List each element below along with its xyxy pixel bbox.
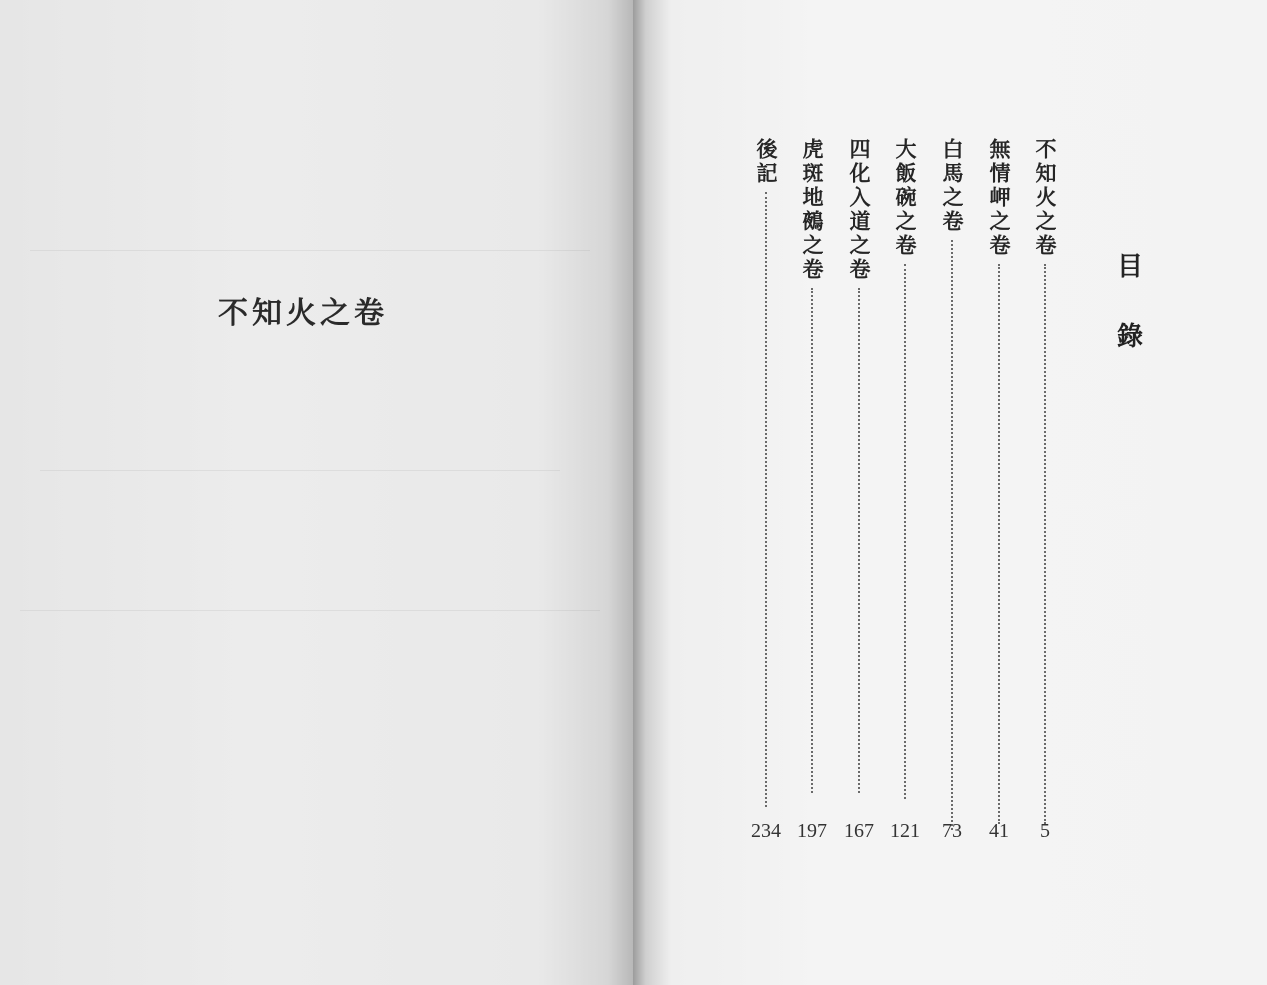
toc-entry-title: 不知火之卷 [1033,138,1057,258]
toc-entry[interactable] [985,138,1013,824]
dot-leader [951,240,953,830]
bleed-through-line [20,610,600,611]
toc-entry[interactable] [845,138,873,793]
dot-leader [998,264,1000,824]
toc-entry-title: 白馬之卷 [940,138,964,234]
toc-heading-char-2: 錄 [1116,322,1143,352]
dot-leader [1044,264,1046,824]
toc-entry-title: 四化入道之卷 [847,138,871,282]
page-number: 73 [942,820,962,842]
bleed-through-line [30,250,590,251]
toc-entry[interactable] [752,138,780,807]
toc-heading [1113,232,1147,372]
dot-leader [765,192,767,807]
page-number: 41 [989,820,1009,842]
page-number: 5 [1040,820,1050,842]
toc-heading-char-1: 目 [1116,252,1143,282]
bleed-through-line [40,470,560,471]
page-number: 167 [844,820,874,842]
toc-entry-title: 後記 [754,138,778,186]
page-number: 234 [751,820,781,842]
toc-entry-title: 大飯碗之卷 [893,138,917,258]
toc-entry-title: 虎斑地鵺之卷 [800,138,824,282]
toc-entry[interactable] [891,138,919,799]
dot-leader [811,288,813,793]
left-page [0,0,633,985]
toc-entry[interactable] [938,138,966,830]
toc-entry[interactable] [1031,138,1059,824]
page-number: 197 [797,820,827,842]
dot-leader [904,264,906,799]
toc-entry[interactable] [798,138,826,793]
page-number: 121 [890,820,920,842]
dot-leader [858,288,860,793]
toc-entry-title: 無情岬之卷 [987,138,1011,258]
chapter-title: 不知火之卷 [218,296,388,331]
